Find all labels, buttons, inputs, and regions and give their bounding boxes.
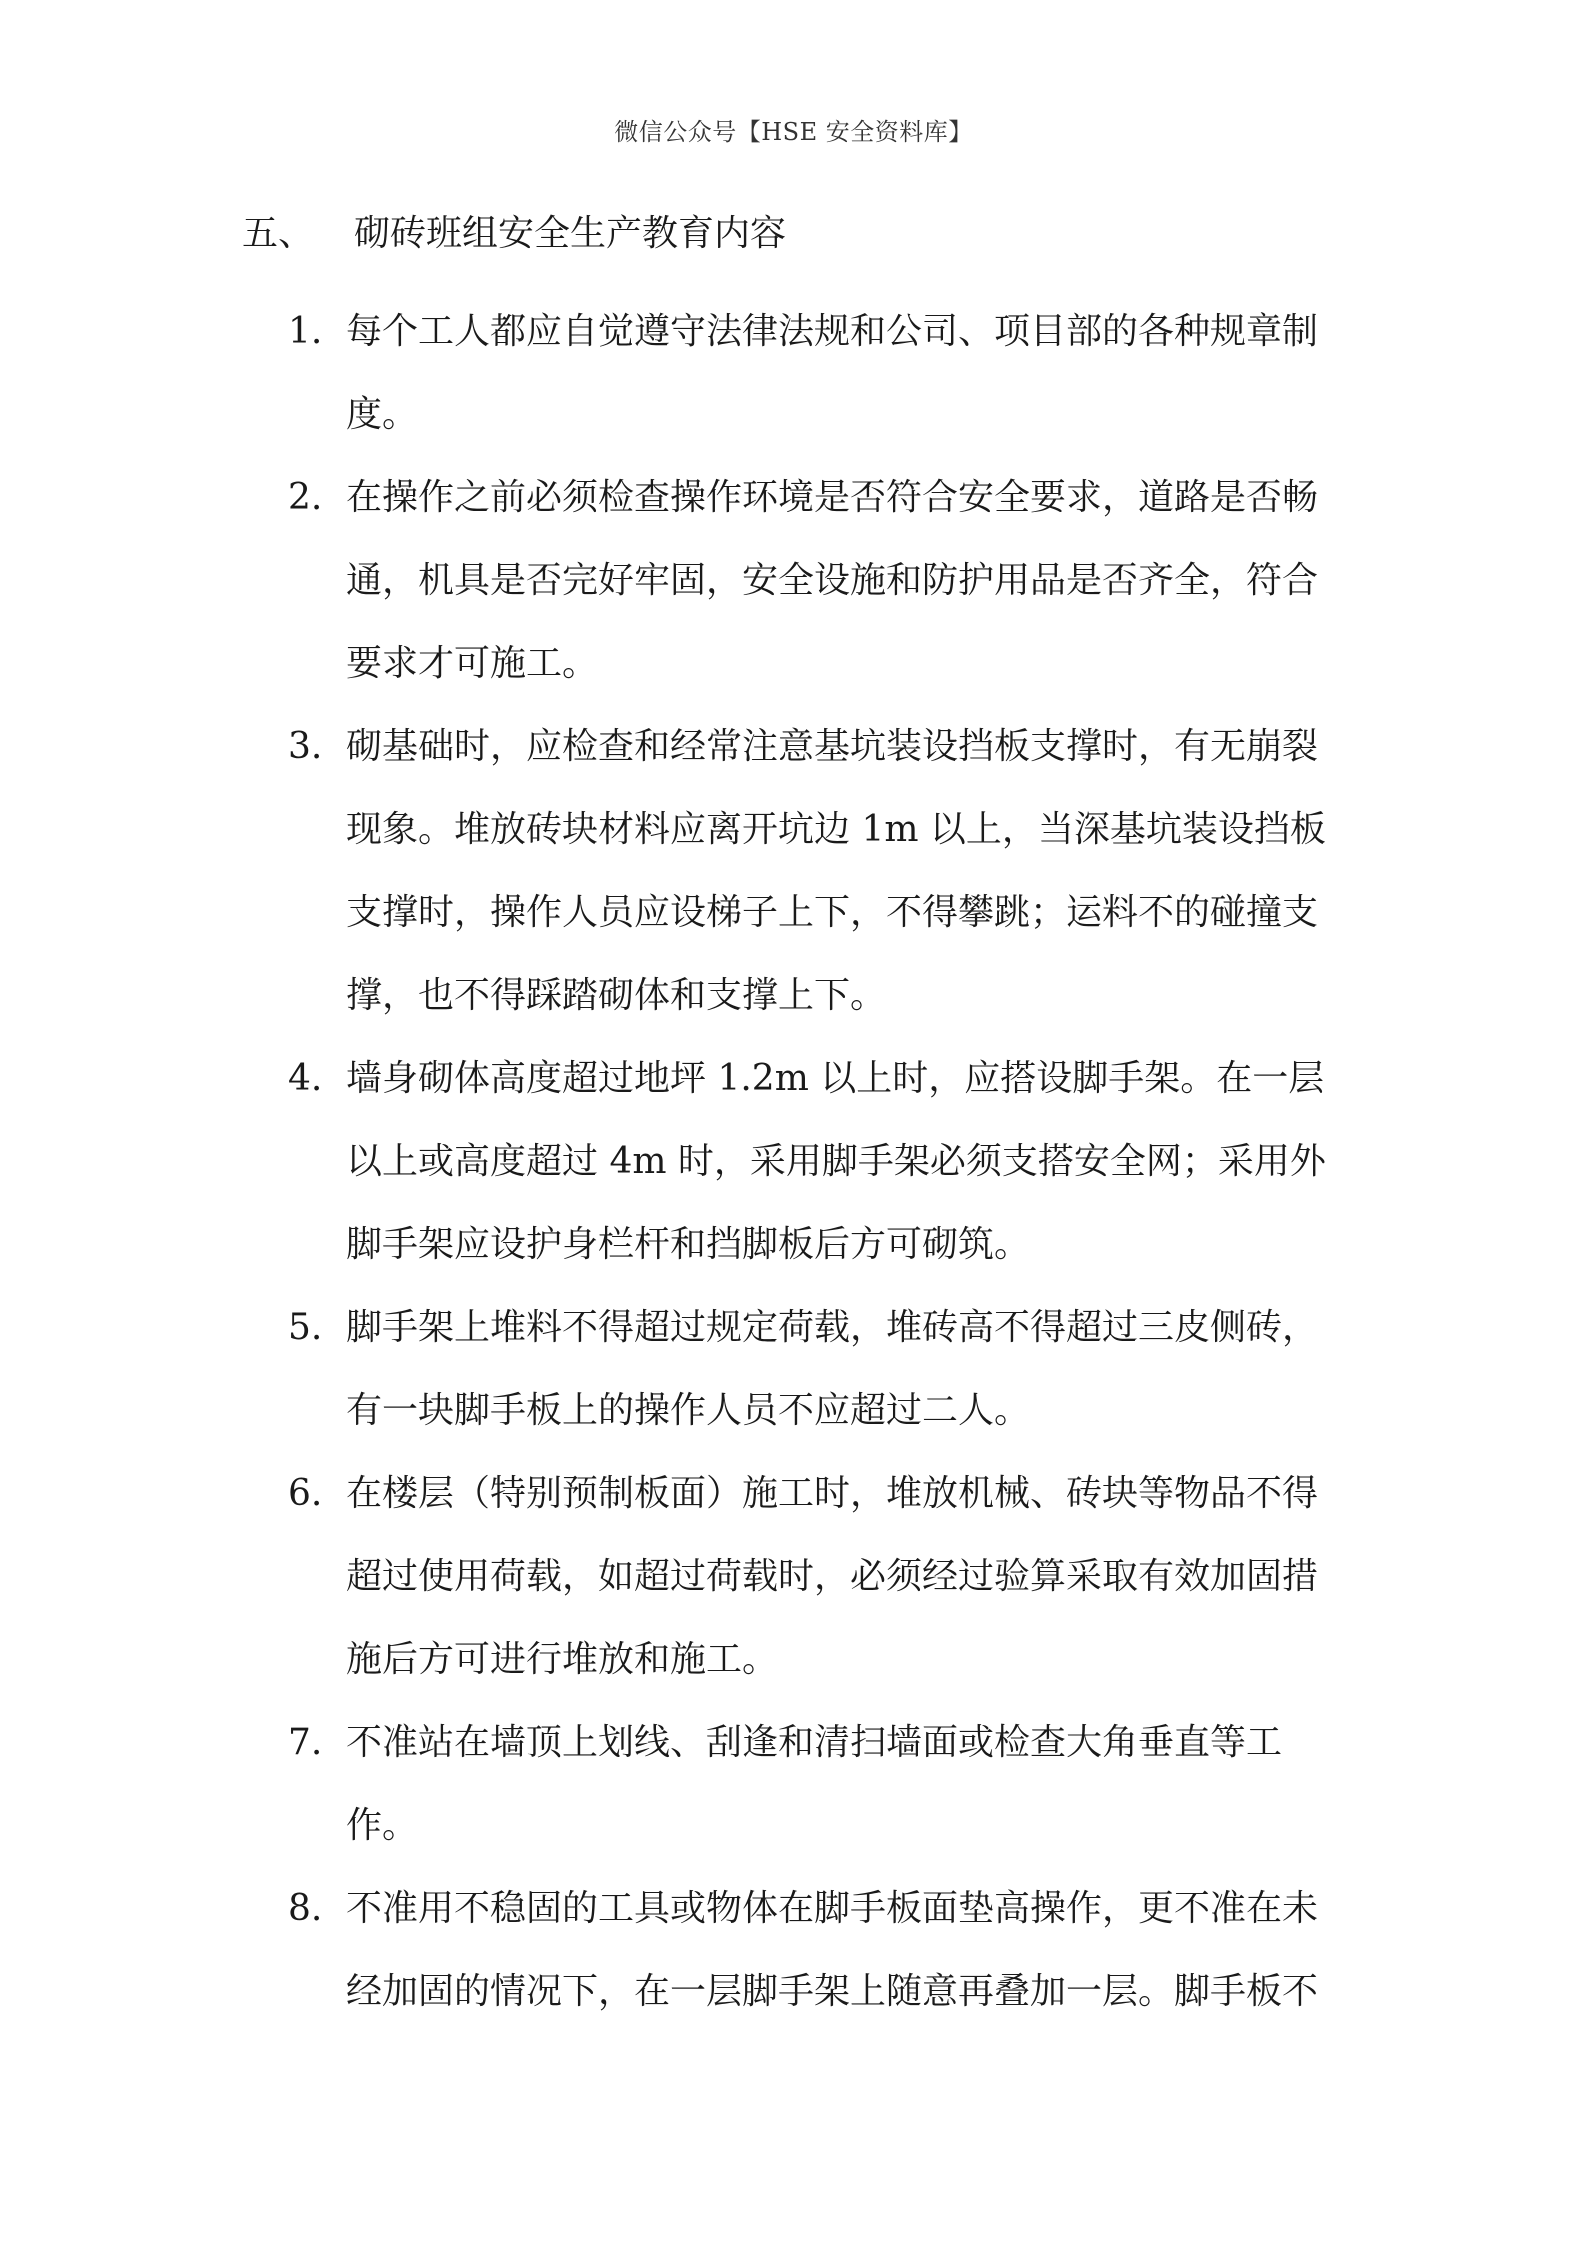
item-text-line: 支撑时，操作人员应设梯子上下，不得攀跳；运料不的碰撞支 bbox=[346, 892, 1319, 933]
item-text-line: 脚手架上堆料不得超过规定荷载，堆砖高不得超过三皮侧砖， bbox=[346, 1307, 1319, 1348]
item-text-line: 砌基础时，应检查和经常注意基坑装设挡板支撑时，有无崩裂 bbox=[346, 726, 1319, 767]
list-item bbox=[0, 1701, 1587, 1867]
item-text-line: 脚手架应设护身栏杆和挡脚板后方可砌筑。 bbox=[346, 1224, 1031, 1265]
item-text-line: 墙身砌体高度超过地坪 1.2m 以上时，应搭设脚手架。在一层 bbox=[346, 1058, 1325, 1099]
section-number: 五、 bbox=[242, 213, 315, 254]
section-heading bbox=[242, 208, 786, 260]
item-text-line: 以上或高度超过 4m 时，采用脚手架必须支搭安全网；采用外 bbox=[346, 1141, 1326, 1182]
list-item bbox=[0, 1037, 1587, 1286]
list-item bbox=[0, 705, 1587, 1037]
item-text-line: 作。 bbox=[346, 1805, 419, 1846]
safety-rules-list bbox=[0, 290, 1587, 2033]
item-number: 1. bbox=[288, 311, 323, 352]
list-item bbox=[0, 1452, 1587, 1701]
item-number: 2. bbox=[288, 477, 323, 518]
item-text-line: 每个工人都应自觉遵守法律法规和公司、项目部的各种规章制 bbox=[346, 311, 1319, 352]
page-header: 微信公众号【HSE 安全资料库】 bbox=[614, 118, 973, 146]
item-text-line: 通，机具是否完好牢固，安全设施和防护用品是否齐全，符合 bbox=[346, 560, 1319, 601]
item-number: 8. bbox=[288, 1888, 323, 1929]
item-text-line: 在楼层（特别预制板面）施工时，堆放机械、砖块等物品不得 bbox=[346, 1473, 1319, 1514]
item-number: 3. bbox=[288, 726, 323, 767]
item-number: 5. bbox=[288, 1307, 323, 1348]
item-number: 7. bbox=[288, 1722, 323, 1763]
list-item bbox=[0, 456, 1587, 705]
item-text-line: 有一块脚手板上的操作人员不应超过二人。 bbox=[346, 1390, 1031, 1431]
item-text-line: 超过使用荷载，如超过荷载时，必须经过验算采取有效加固措 bbox=[346, 1556, 1319, 1597]
item-text-line: 不准用不稳固的工具或物体在脚手板面垫高操作，更不准在未 bbox=[346, 1888, 1319, 1929]
item-text-line: 撑，也不得踩踏砌体和支撑上下。 bbox=[346, 975, 887, 1016]
item-text-line: 在操作之前必须检查操作环境是否符合安全要求，道路是否畅 bbox=[346, 477, 1319, 518]
item-text-line: 经加固的情况下，在一层脚手架上随意再叠加一层。脚手板不 bbox=[346, 1971, 1319, 2012]
item-text-line: 度。 bbox=[346, 394, 419, 435]
item-text-line: 要求才可施工。 bbox=[346, 643, 599, 684]
section-title: 砌砖班组安全生产教育内容 bbox=[354, 213, 787, 254]
item-text-line: 施后方可进行堆放和施工。 bbox=[346, 1639, 779, 1680]
item-number: 6. bbox=[288, 1473, 323, 1514]
list-item bbox=[0, 1286, 1587, 1452]
list-item bbox=[0, 290, 1587, 456]
item-text-line: 不准站在墙顶上划线、刮逢和清扫墙面或检查大角垂直等工 bbox=[346, 1722, 1283, 1763]
item-text-line: 现象。堆放砖块材料应离开坑边 1m 以上，当深基坑装设挡板 bbox=[346, 809, 1326, 850]
item-number: 4. bbox=[288, 1058, 323, 1099]
list-item bbox=[0, 1867, 1587, 2033]
